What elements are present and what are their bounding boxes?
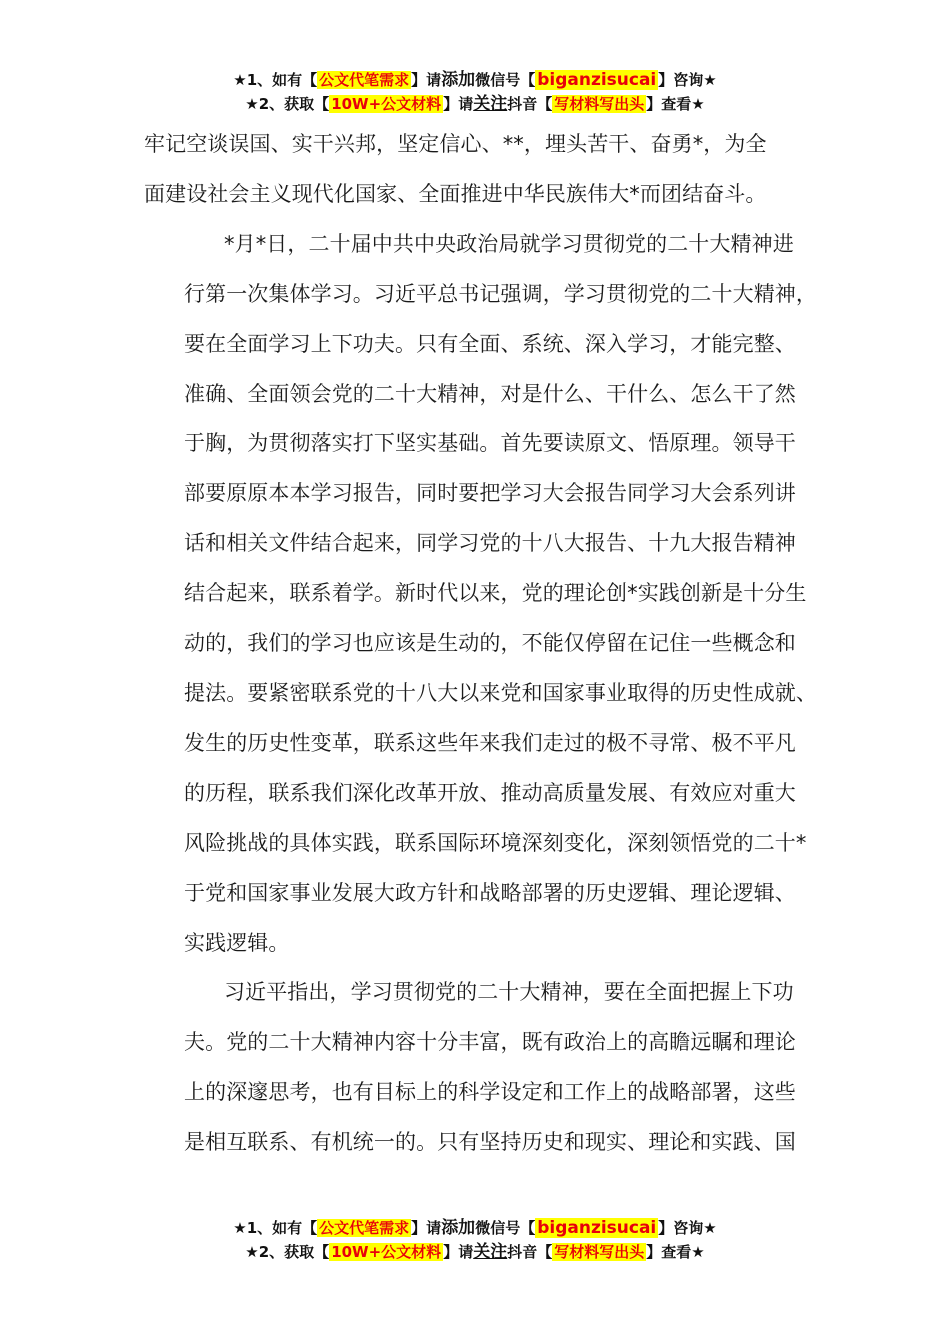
banner-line-1: ★1、如有【 公文代笔需求 】请添加微信号【 biganzisucai 】咨询★ [233,70,717,90]
footer-highlight-service: 公文代笔需求 [319,1219,410,1237]
footer-banner [0,1216,950,1264]
highlight-service: 公文代笔需求 [319,71,410,89]
highlight-wechat-id: biganzisucai [537,70,657,90]
footer-highlight-materials: 10W+公文材料 [331,1243,442,1261]
banner-line-2: ★2、获取【 10W+公文材料 】请关注抖音【 写材料写出头 】查看★ [245,94,705,114]
footer-highlight-wechat-id: biganzisucai [537,1218,657,1238]
paragraph-3: 习近平指出，学习贯彻党的二十大精神，要在全面把握上下功 夫。党的二十大精神内容十分丰富，既有政治上的高瞻远瞩和理论 上的深邃思考，也有目标上的科学设定和工作上的战略部署，这些 是相互联系、有机统一的。只有坚持历史和现实、理论和实践、国 [184,980,796,1155]
paragraph-1: 牢记空谈误国、实干兴邦，坚定信心、**，埋头苦干、奋勇*，为全 面建设社会主义现代化国家、全面推进中华民族伟大*而团结奋斗。 [144,132,767,206]
paragraph-2: *月*日，二十届中共中央政治局就学习贯彻党的二十大精神进 行第一次集体学习。习近平总书记强调，学习贯彻党的二十大精神， 要在全面学习上下功夫。只有全面、系统、深入学习，才能完整、 准确、全面领会党的二十大精神，对是什么、干什么、怎么干了然 于胸，为贯彻落实打下坚实基础。首先要读原文、悟原理。领导干 部要原原本本学习报告，同时要把学习大会报告同学习大会系列讲 话和相关文件结合起来，同学习党的十八大报告、十九大报告精神 结合起来，联系着学。新时代以来，党的理论创*实践创新是十分生 动的，我们的学习也应该是生动的，不能仅停留在记住一些概念和 提法。要紧密联系党的十八大以来党和国家事业取得的历史性成就、 发生的历史性变革，联系这些年来我们走过的极不寻常、极不平凡 的历程，联系我们深化改革开放、推动高质量发展、有效应对重大 风险挑战的具体实践，联系国际环境深刻变化，深刻领悟党的二十* 于党和国家事业发展大政方针和战略部署的历史逻辑、理论逻辑、 实践逻辑。 [184,231,817,955]
highlight-materials: 10W+公文材料 [331,95,442,113]
footer-highlight-douyin: 写材料写出头 [554,1243,645,1261]
document-body [144,120,817,1168]
footer-line-1: ★1、如有【 公文代笔需求 】请添加微信号【 biganzisucai 】咨询★ [233,1218,717,1238]
header-banner [0,68,950,116]
footer-line-2: ★2、获取【 10W+公文材料 】请关注抖音【 写材料写出头 】查看★ [245,1242,705,1262]
highlight-douyin: 写材料写出头 [554,95,645,113]
